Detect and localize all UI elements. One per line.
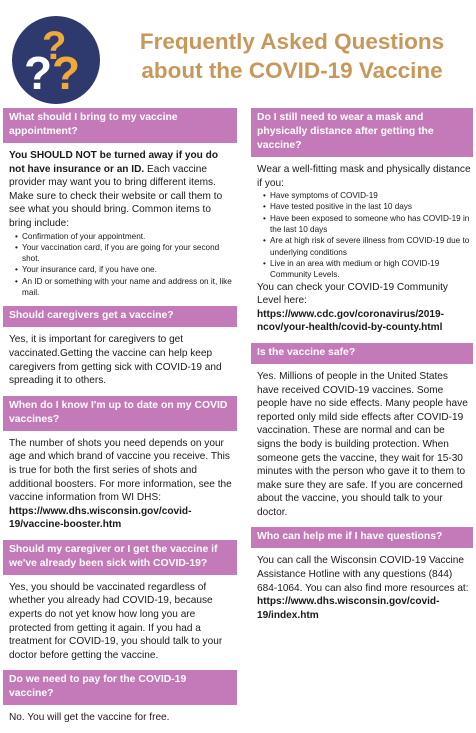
answer-help: You can call the Wisconsin COVID-19 Vaccine Assistance Hotline with any questions (844) 684-1064. You can also find more resources at: https://www.dhs.wisconsin.gov/covid-19/index.htm bbox=[257, 555, 469, 621]
answer-safe: Yes. Millions of people in the United States have received COVID-19 vaccines. Some people have no side effects. Many people have reported only mild side effects after COVID-19 vaccination. These are normal and can be signs the body is building protection. When someone gets the vaccine, they wait for 15-30 minutes with the person who gave it to them to make sure they are safe. If you are concerned about the vaccine, you should talk to your doctor. bbox=[257, 370, 468, 518]
list-item: • Confirmation of your appointment. bbox=[15, 231, 235, 242]
question-up-to-date: When do I know I'm up to date on my COVID vaccines? bbox=[3, 396, 237, 431]
question-already-sick: Should my caregiver or I get the vaccine if we've already been sick with COVID-19? bbox=[3, 540, 237, 575]
question-caregivers: Should caregivers get a vaccine? bbox=[3, 306, 237, 327]
left-column bbox=[3, 108, 237, 733]
page-title: Frequently Asked Questions about the COVID-19 Vaccine bbox=[139, 29, 445, 83]
page-header bbox=[0, 0, 476, 108]
answer-up-to-date: The number of shots you need depends on your age and which brand of vaccine you receive. This is true for both the first series of shots and additional boosters. For more information, see the vaccine information from WI DHS: https://www.dhs.wisconsin.gov/covid-19/vaccine-booster.htm bbox=[9, 437, 232, 531]
question-safe: Is the vaccine safe? bbox=[251, 343, 473, 364]
list-item: • Your vaccination card, if you are going for your second shot. bbox=[15, 242, 235, 265]
answer-pay: No. You will get the vaccine for free. bbox=[9, 712, 170, 724]
dhs-booster-link[interactable]: https://www.dhs.wisconsin.gov/covid-19/vaccine-booster.htm bbox=[9, 505, 192, 531]
question-marks-icon: ? ? ? bbox=[12, 16, 100, 104]
question-help: Who can help me if I have questions? bbox=[251, 527, 473, 548]
answer-already-sick: Yes, you should be vaccinated regardless of whether you already had COVID-19, because experts do not yet know how long you are protected from getting it again. If you had a treatment for COVID-19, you should talk to your doctor before getting the vaccine. bbox=[9, 581, 223, 661]
mask-conditions-list bbox=[257, 190, 471, 280]
answer-caregivers: Yes, it is important for caregivers to get vaccinated.Getting the vaccine can help keep caregivers from getting sick with COVID-19 and spreading it to others. bbox=[9, 334, 222, 387]
list-item: • Have symptoms of COVID-19 bbox=[263, 190, 471, 201]
question-bring: What should I bring to my vaccine appointment? bbox=[3, 108, 237, 143]
answer-mask: Wear a well-fitting mask and physically distance if you: • Have symptoms of COVID-19 • Have tested positive in the last 10 days • Have been exposed to someone who has COVID-19 in the last 10 days • Are at high risk of severe illness from COVID-19 due to underlying conditions • Live in an area with medium or high COVID-19 Community Levels. You can check your COVID-19 Community Level here: https://www.cdc.gov/coronavirus/2019-ncov/your-health/covid-by-county.html bbox=[251, 163, 473, 335]
list-item: • Your insurance card, if you have one. bbox=[15, 264, 235, 275]
right-column bbox=[251, 108, 473, 630]
list-item: • An ID or something with your name and address on it, like mail. bbox=[15, 276, 235, 299]
answer-bring: You SHOULD NOT be turned away if you do not have insurance or an ID. Each vaccine provider may want you to bring different items. Make sure to check their website or call them to see what you should bring. Common items to bring include: • Confirmation of your appointment. • Your vaccination card, if you are going for your second shot. • Your insurance card, if you have one. • An ID or something with your name and address on it, like mail. bbox=[3, 149, 237, 298]
bring-items-list bbox=[9, 231, 235, 299]
question-pay: Do we need to pay for the COVID-19 vaccine? bbox=[3, 670, 237, 705]
list-item: • Have tested positive in the last 10 days bbox=[263, 201, 471, 212]
list-item: • Have been exposed to someone who has COVID-19 in the last 10 days bbox=[263, 213, 471, 236]
list-item: • Live in an area with medium or high COVID-19 Community Levels. bbox=[263, 258, 471, 281]
list-item: • Are at high risk of severe illness from COVID-19 due to underlying conditions bbox=[263, 235, 471, 258]
cdc-community-level-link[interactable]: https://www.cdc.gov/coronavirus/2019-ncov/your-health/covid-by-county.html bbox=[257, 308, 444, 334]
dhs-index-link[interactable]: https://www.dhs.wisconsin.gov/covid-19/index.htm bbox=[257, 596, 440, 621]
question-mask: Do I still need to wear a mask and physically distance after getting the vaccine? bbox=[251, 108, 473, 157]
